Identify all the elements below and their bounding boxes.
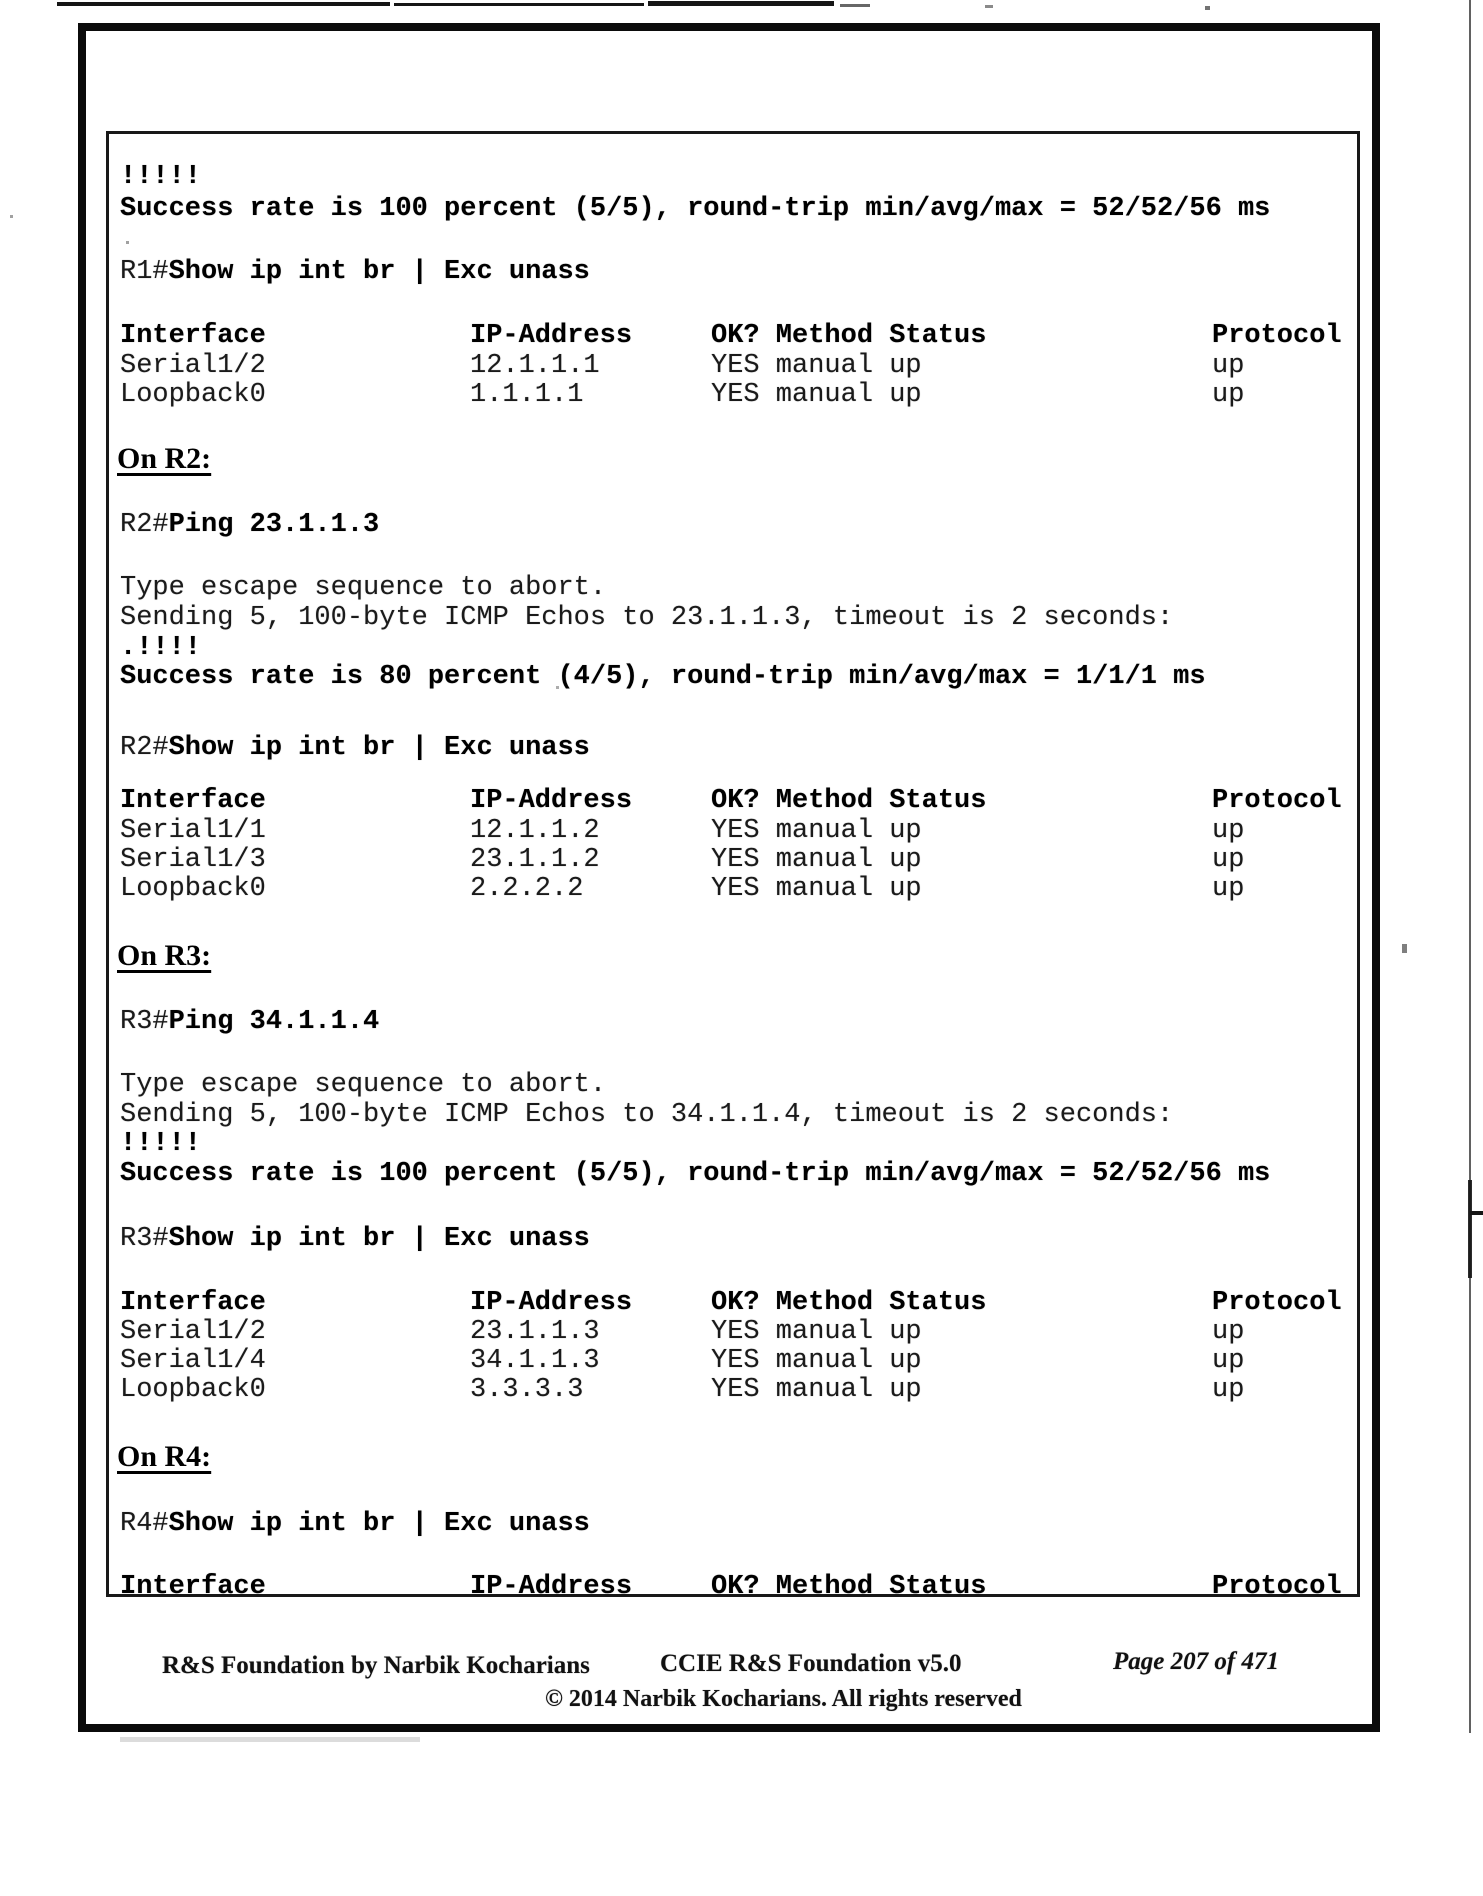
r2-show-command-line: [120, 734, 590, 763]
r3-ping-command: Ping 34.1.1.4: [168, 1007, 380, 1037]
r3-table-row: [0, 1376, 1483, 1405]
interface-cell: Serial1/2: [120, 351, 266, 381]
scan-artifact-speck: [10, 215, 13, 218]
footer-page-number: Page 207 of 471: [1113, 1648, 1279, 1675]
r2-table-row: [0, 846, 1483, 875]
ip-address-cell: 2.2.2.2: [470, 874, 584, 904]
column-header-ok-method-status: OK? Method Status: [711, 786, 987, 816]
r3-prompt: R3#: [120, 1007, 169, 1037]
column-header-interface: Interface: [120, 1572, 266, 1602]
protocol-cell: up: [1212, 1346, 1245, 1376]
column-header-ok-method-status: OK? Method Status: [711, 1288, 987, 1318]
column-header-interface: Interface: [120, 1288, 266, 1318]
r1-table-header-row: [0, 322, 1483, 351]
protocol-cell: up: [1212, 380, 1245, 410]
footer-copyright: © 2014 Narbik Kocharians. All rights reserved: [545, 1686, 1022, 1712]
scan-artifact-right-edge-tick: [1470, 1211, 1483, 1215]
column-header-ip-address: IP-Address: [470, 1288, 633, 1318]
interface-cell: Loopback0: [120, 380, 266, 410]
r1-prompt: R1#: [120, 257, 169, 287]
section-heading-on-r2: On R2:: [117, 442, 212, 475]
ok-method-status-cell: YES manual up: [711, 1317, 922, 1347]
r3-ping-bangs: !!!!!: [120, 1129, 202, 1159]
r4-show-command: Show ip int br | Exc unass: [168, 1509, 590, 1539]
ok-method-status-cell: YES manual up: [711, 816, 922, 846]
r2-ping-bangs: .!!!!: [120, 633, 202, 663]
ok-method-status-cell: YES manual up: [711, 874, 922, 904]
r1-success-rate-line: Success rate is 100 percent (5/5), round-trip min/avg/max = 52/52/56 ms: [120, 194, 1271, 224]
ip-address-cell: 1.1.1.1: [470, 380, 584, 410]
r2-table-row: [0, 875, 1483, 904]
r2-prompt: R2#: [120, 733, 169, 763]
r1-table-row: [0, 381, 1483, 410]
r2-ping-command: Ping 23.1.1.3: [168, 510, 380, 540]
r2-sending-line: Sending 5, 100-byte ICMP Echos to 23.1.1.3, timeout is 2 seconds:: [120, 603, 1174, 633]
scan-artifact-top-line: [648, 1, 834, 6]
r3-ping-command-line: [120, 1008, 379, 1037]
r4-table-header-row: [0, 1573, 1483, 1602]
r2-ping-command-line: [120, 511, 379, 540]
r1-show-command-line: [120, 258, 590, 287]
section-heading-on-r4: On R4:: [117, 1440, 212, 1473]
r2-table-row: [0, 817, 1483, 846]
column-header-ip-address: IP-Address: [470, 321, 633, 351]
column-header-ip-address: IP-Address: [470, 1572, 633, 1602]
ok-method-status-cell: YES manual up: [711, 380, 922, 410]
ok-method-status-cell: YES manual up: [711, 1346, 922, 1376]
footer-book-title: R&S Foundation by Narbik Kocharians: [162, 1652, 590, 1679]
column-header-ok-method-status: OK? Method Status: [711, 321, 987, 351]
protocol-cell: up: [1212, 351, 1245, 381]
r3-sending-line: Sending 5, 100-byte ICMP Echos to 34.1.1.4, timeout is 2 seconds:: [120, 1100, 1174, 1130]
r1-table-row: [0, 352, 1483, 381]
section-heading-on-r3: On R3:: [117, 939, 212, 972]
column-header-interface: Interface: [120, 321, 266, 351]
r2-show-command: Show ip int br | Exc unass: [168, 733, 590, 763]
protocol-cell: up: [1212, 1375, 1245, 1405]
column-header-ok-method-status: OK? Method Status: [711, 1572, 987, 1602]
protocol-cell: up: [1212, 874, 1245, 904]
scan-artifact-speck: [985, 5, 993, 8]
r3-table-header-row: [0, 1289, 1483, 1318]
footer-edition: CCIE R&S Foundation v5.0: [660, 1650, 962, 1677]
column-header-protocol: Protocol: [1212, 786, 1342, 816]
interface-cell: Loopback0: [120, 1375, 266, 1405]
protocol-cell: up: [1212, 1317, 1245, 1347]
r3-show-command: Show ip int br | Exc unass: [168, 1224, 590, 1254]
scan-artifact-top-line: [57, 2, 390, 6]
interface-cell: Serial1/1: [120, 816, 266, 846]
scan-artifact-speck: [1402, 944, 1407, 953]
r3-type-escape-line: Type escape sequence to abort.: [120, 1070, 607, 1100]
r3-prompt: R3#: [120, 1224, 169, 1254]
r3-table-row: [0, 1318, 1483, 1347]
r2-prompt: R2#: [120, 510, 169, 540]
scan-artifact-top-line: [394, 3, 644, 6]
r4-prompt: R4#: [120, 1509, 169, 1539]
r2-table-header-row: [0, 787, 1483, 816]
interface-cell: Serial1/3: [120, 845, 266, 875]
column-header-ip-address: IP-Address: [470, 786, 633, 816]
ok-method-status-cell: YES manual up: [711, 351, 922, 381]
scan-artifact-speck: [1205, 6, 1210, 10]
r4-show-command-line: [120, 1510, 590, 1539]
column-header-protocol: Protocol: [1212, 321, 1342, 351]
ok-method-status-cell: YES manual up: [711, 845, 922, 875]
r3-table-row: [0, 1347, 1483, 1376]
interface-cell: Serial1/4: [120, 1346, 266, 1376]
r2-success-rate-line: Success rate is 80 percent (4/5), round-trip min/avg/max = 1/1/1 ms: [120, 662, 1206, 692]
scan-artifact-right-edge-dark-segment: [1468, 1180, 1472, 1278]
ip-address-cell: 12.1.1.2: [470, 816, 600, 846]
ok-method-status-cell: YES manual up: [711, 1375, 922, 1405]
r3-show-command-line: [120, 1225, 590, 1254]
protocol-cell: up: [1212, 845, 1245, 875]
r1-show-command: Show ip int br | Exc unass: [168, 257, 590, 287]
protocol-cell: up: [1212, 816, 1245, 846]
column-header-protocol: Protocol: [1212, 1288, 1342, 1318]
ip-address-cell: 34.1.1.3: [470, 1346, 600, 1376]
ip-address-cell: 23.1.1.3: [470, 1317, 600, 1347]
r3-success-rate-line: Success rate is 100 percent (5/5), round-trip min/avg/max = 52/52/56 ms: [120, 1159, 1271, 1189]
interface-cell: Serial1/2: [120, 1317, 266, 1347]
r1-ping-bangs: !!!!!: [120, 162, 202, 192]
scan-artifact-bottom-smudge: [120, 1737, 420, 1742]
column-header-interface: Interface: [120, 786, 266, 816]
scan-artifact-top-dash: [840, 4, 870, 7]
ip-address-cell: 23.1.1.2: [470, 845, 600, 875]
ip-address-cell: 12.1.1.1: [470, 351, 600, 381]
interface-cell: Loopback0: [120, 874, 266, 904]
r2-type-escape-line: Type escape sequence to abort.: [120, 573, 607, 603]
ip-address-cell: 3.3.3.3: [470, 1375, 584, 1405]
column-header-protocol: Protocol: [1212, 1572, 1342, 1602]
